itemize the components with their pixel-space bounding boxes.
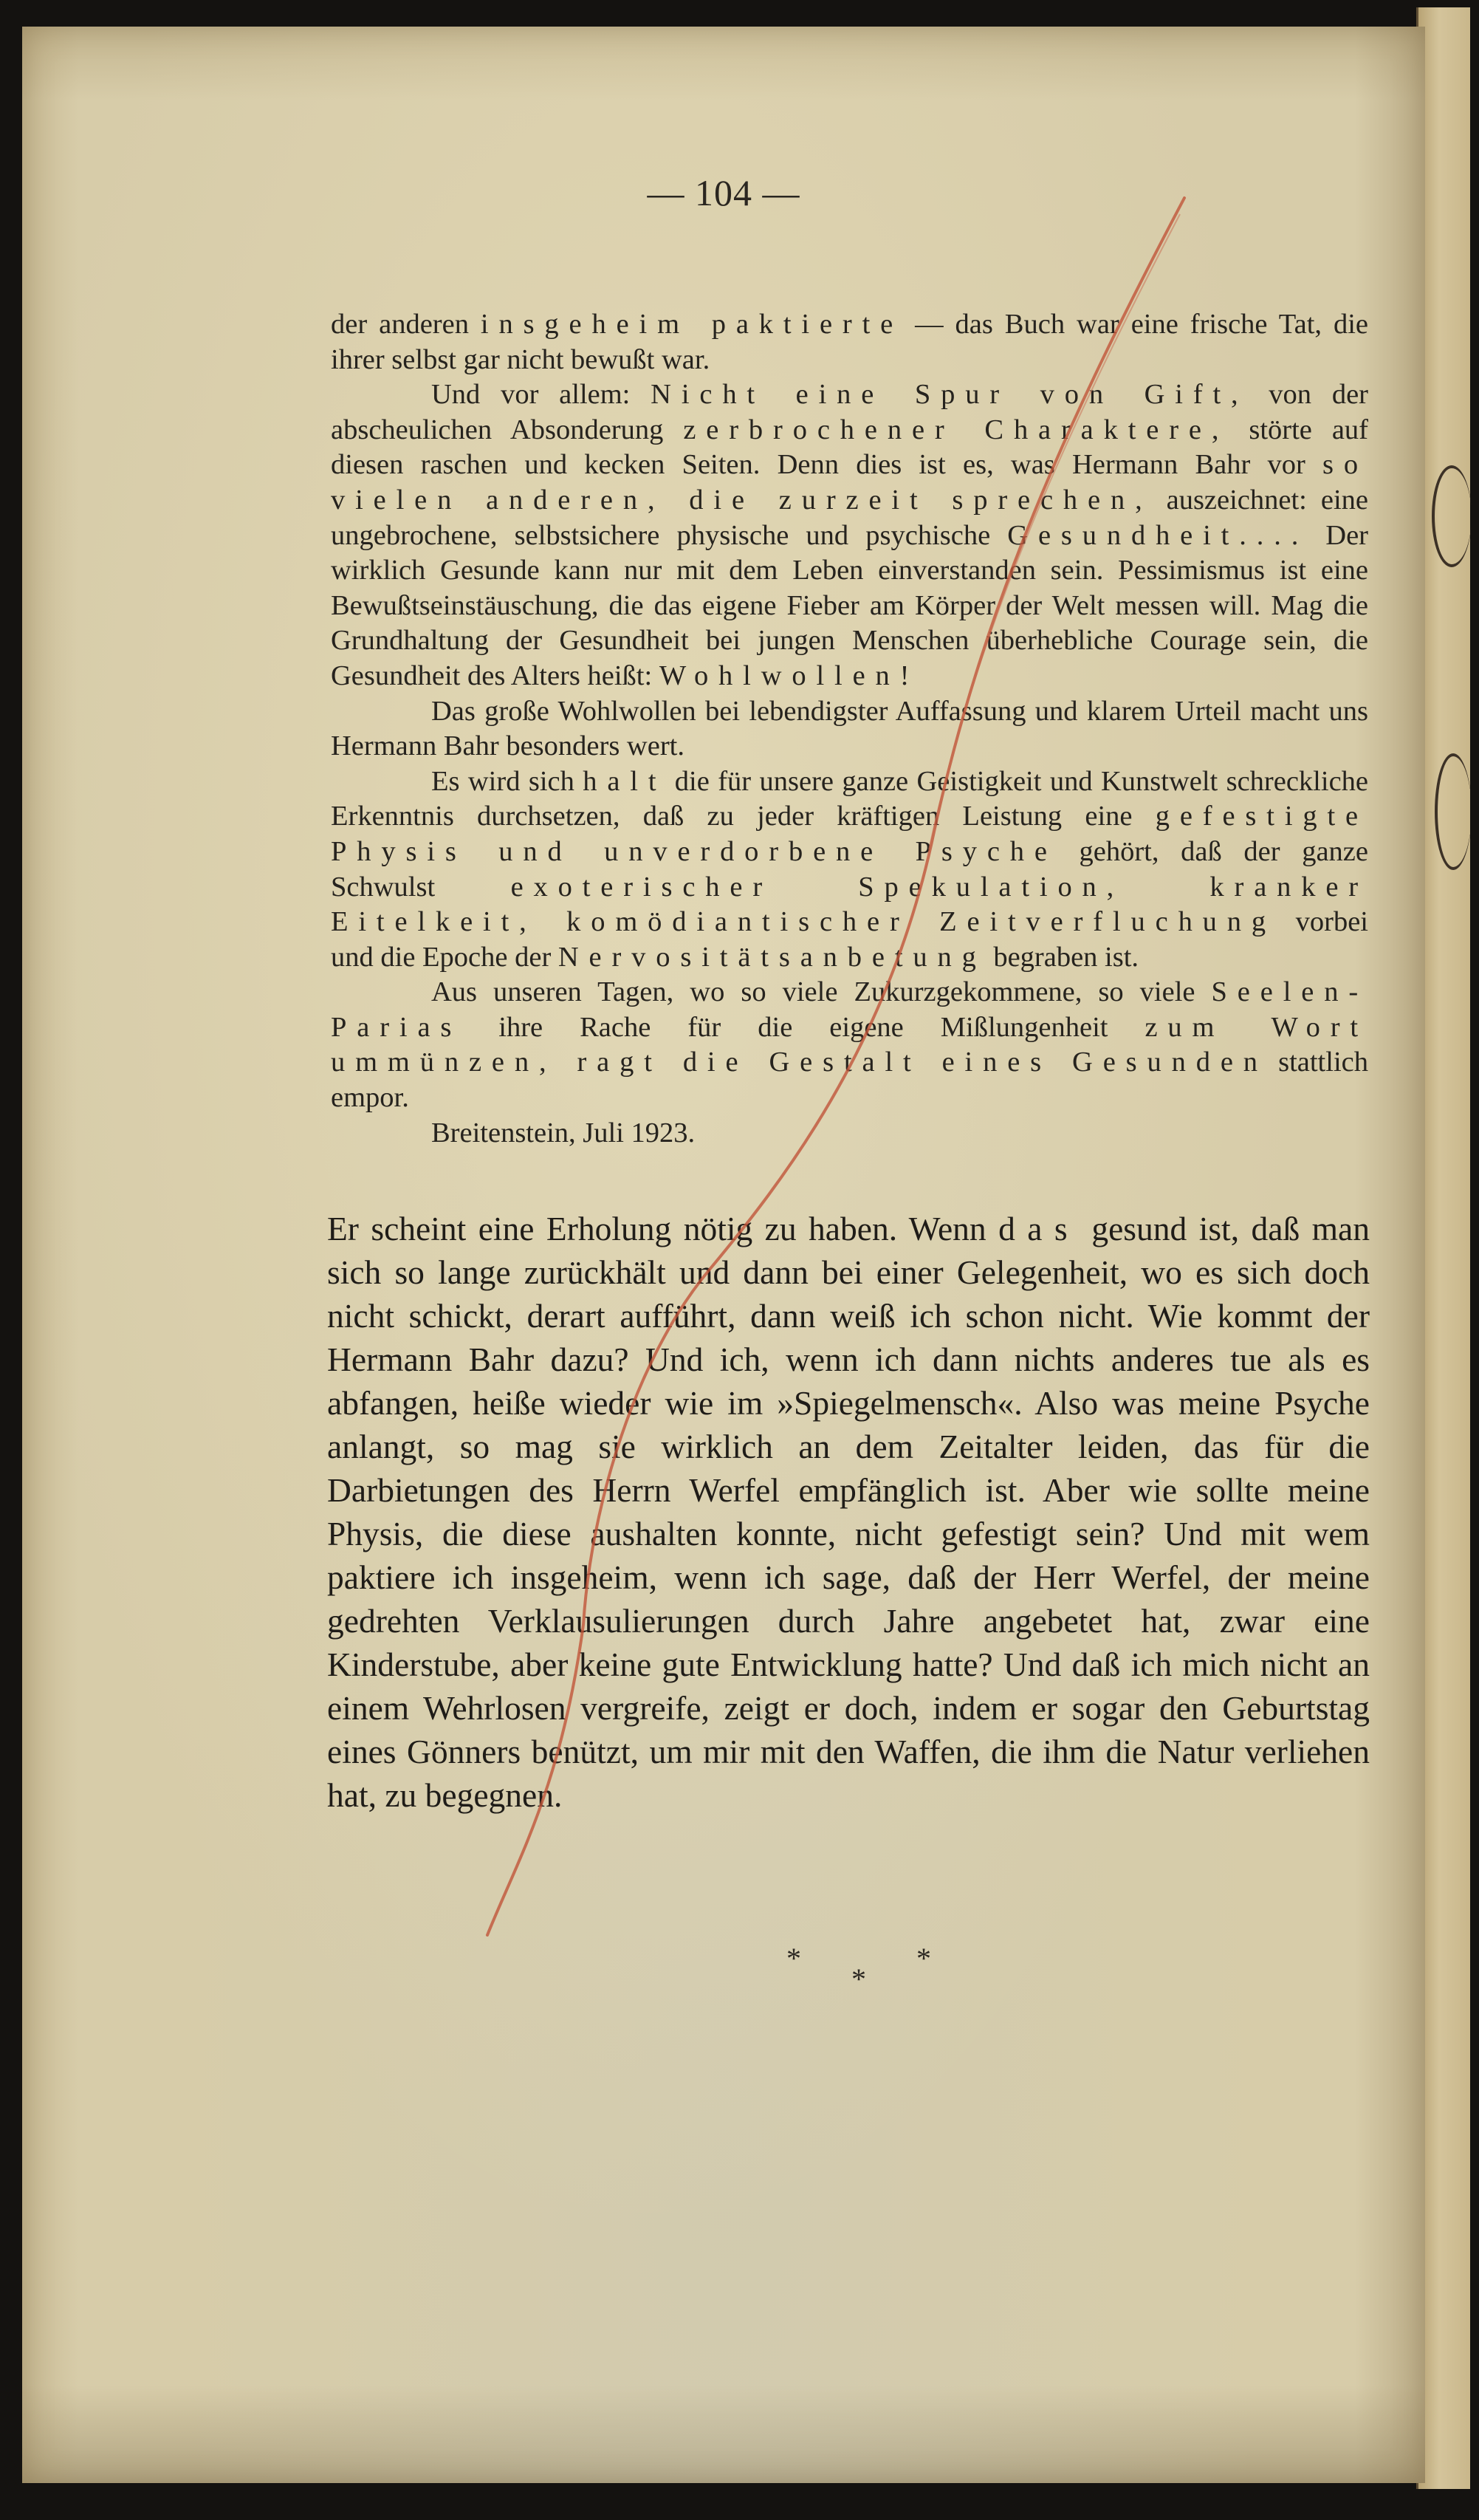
handwritten-mark	[1435, 753, 1472, 870]
quote-paragraph-2	[331, 377, 1368, 694]
spaced-emphasis-run: gefestigte Physis und unverdorbene Psyche	[331, 801, 1368, 867]
author-reply	[327, 1207, 1370, 1817]
spaced-emphasis-run: das	[998, 1210, 1080, 1247]
asterisk: *	[916, 1942, 931, 1975]
spaced-emphasis-run: so vielen anderen, die zurzeit sprechen,	[331, 449, 1368, 516]
text-run: die für unsere ganze Geistigkeit und Kunstwelt schreckliche Erkenntnis durchsetzen, daß zu jeder kräftigen Leistung eine	[331, 765, 1368, 832]
quoted-review	[331, 307, 1368, 1151]
quote-paragraph-5	[331, 975, 1368, 1115]
text-run: Es wird sich	[431, 765, 583, 797]
spaced-emphasis-run: Nervositätsanbetung	[557, 941, 986, 973]
spaced-emphasis-run: halt	[583, 765, 667, 797]
text-run: vorbei und die Epoche der	[331, 906, 1369, 973]
spaced-emphasis-run: zum Wort ummünzen, ragt die Gestalt eines Gesunden	[331, 1011, 1368, 1078]
text-run: Das große Wohlwollen bei lebendigster Auffassung und klarem Urteil macht uns Hermann Bahr besonders wert.	[331, 695, 1368, 762]
quote-paragraph-3	[331, 694, 1368, 764]
quote-paragraph-4	[331, 764, 1368, 976]
book-page	[22, 27, 1425, 2483]
text-run: gehört, daß der ganze Schwulst	[331, 835, 1368, 903]
text-run: auszeichnet: eine ungebrochene, selbstsichere physische und psychische	[331, 484, 1368, 551]
quote-paragraph-1	[331, 307, 1368, 377]
text-run: Aus unseren Tagen, wo so viele Zukurzgekommene, so viele	[431, 976, 1212, 1008]
quote-signature: Breitenstein, Juli 1923.	[431, 1117, 696, 1148]
text-run: ihre Rache für die eigene Mißlungenheit	[461, 1011, 1145, 1043]
text-run: gesund ist, daß man sich so lange zurückhält und dann bei einer Gelegenheit, wo es sich doch nicht schickt, derart aufführt, dann weiß ich schon nicht. Wie kommt der Hermann Bahr dazu? Und ich, wenn ich dann nichts anderes tue als es abfangen, heiße wieder wie im »Spiegelmensch«. Also was meine Psyche anlangt, so mag sie wirklich an dem Zeitalter leiden, das für die Darbietungen des Herrn Werfel empfänglich ist. Aber wie sollte meine Physis, die diese aushalten konnte, nicht gefestigt sein? Und mit wem paktiere ich insgeheim, wenn ich sage, daß der Herr Werfel, der meine gedrehten Verklausulierungen durch Jahre angebetet hat, zwar eine Kinderstube, aber keine gute Entwicklung hatte? Und daß ich mich nicht an einem Wehrlosen vergreife, zeigt er doch, indem er sogar den Geburtstag eines Gönners benützt, um mir mit den Waffen, die ihm die Natur verliehen hat, zu begegnen.	[327, 1210, 1370, 1814]
spaced-emphasis-run: exoterischer Spekulation, kranker Eitelkeit, komödiantischer Zeitverfluchung	[331, 871, 1368, 938]
handwritten-mark	[1432, 465, 1472, 567]
text-run: störte auf diesen raschen und kecken Seiten. Denn dies ist es, was Hermann Bahr vor	[331, 414, 1368, 481]
text-run: Der wirklich Gesunde kann nur mit dem Leben einverstanden sein. Pessimismus ist eine Bewußtseinstäuschung, die das eigene Fieber am Körper der Welt messen will. Mag die Grundhaltung der Gesundheit bei jungen Menschen überhebliche Courage sein, die Gesundheit des Alters heißt:	[331, 519, 1368, 691]
section-separator	[786, 1941, 934, 1996]
reply-paragraph	[327, 1207, 1370, 1817]
spaced-emphasis-run: Wohlwollen!	[659, 660, 920, 691]
spaced-emphasis-run: Gesundheit....	[1007, 519, 1309, 551]
text-run: begraben ist.	[986, 941, 1139, 973]
spaced-emphasis-run: Nicht eine Spur von Gift,	[651, 379, 1249, 411]
text-run: stattlich empor.	[331, 1047, 1368, 1114]
asterisk: *	[851, 1962, 866, 1996]
spaced-emphasis-run: zerbrochener Charaktere,	[683, 414, 1229, 445]
page-number: — 104 —	[647, 172, 800, 213]
text-run: der anderen	[331, 309, 481, 340]
text-run: Er scheint eine Erholung nötig zu haben. Wenn	[327, 1210, 999, 1247]
text-run: — das Buch war eine frische Tat, die ihrer selbst gar nicht bewußt war.	[331, 309, 1368, 375]
text-run: Und vor allem:	[431, 379, 651, 411]
spaced-emphasis-run: Seelen-Parias	[331, 976, 1368, 1043]
text-run: von der abscheulichen Absonderung	[331, 379, 1368, 445]
asterisk: *	[786, 1942, 801, 1975]
spaced-emphasis-run: insgeheim paktierte	[480, 309, 904, 340]
